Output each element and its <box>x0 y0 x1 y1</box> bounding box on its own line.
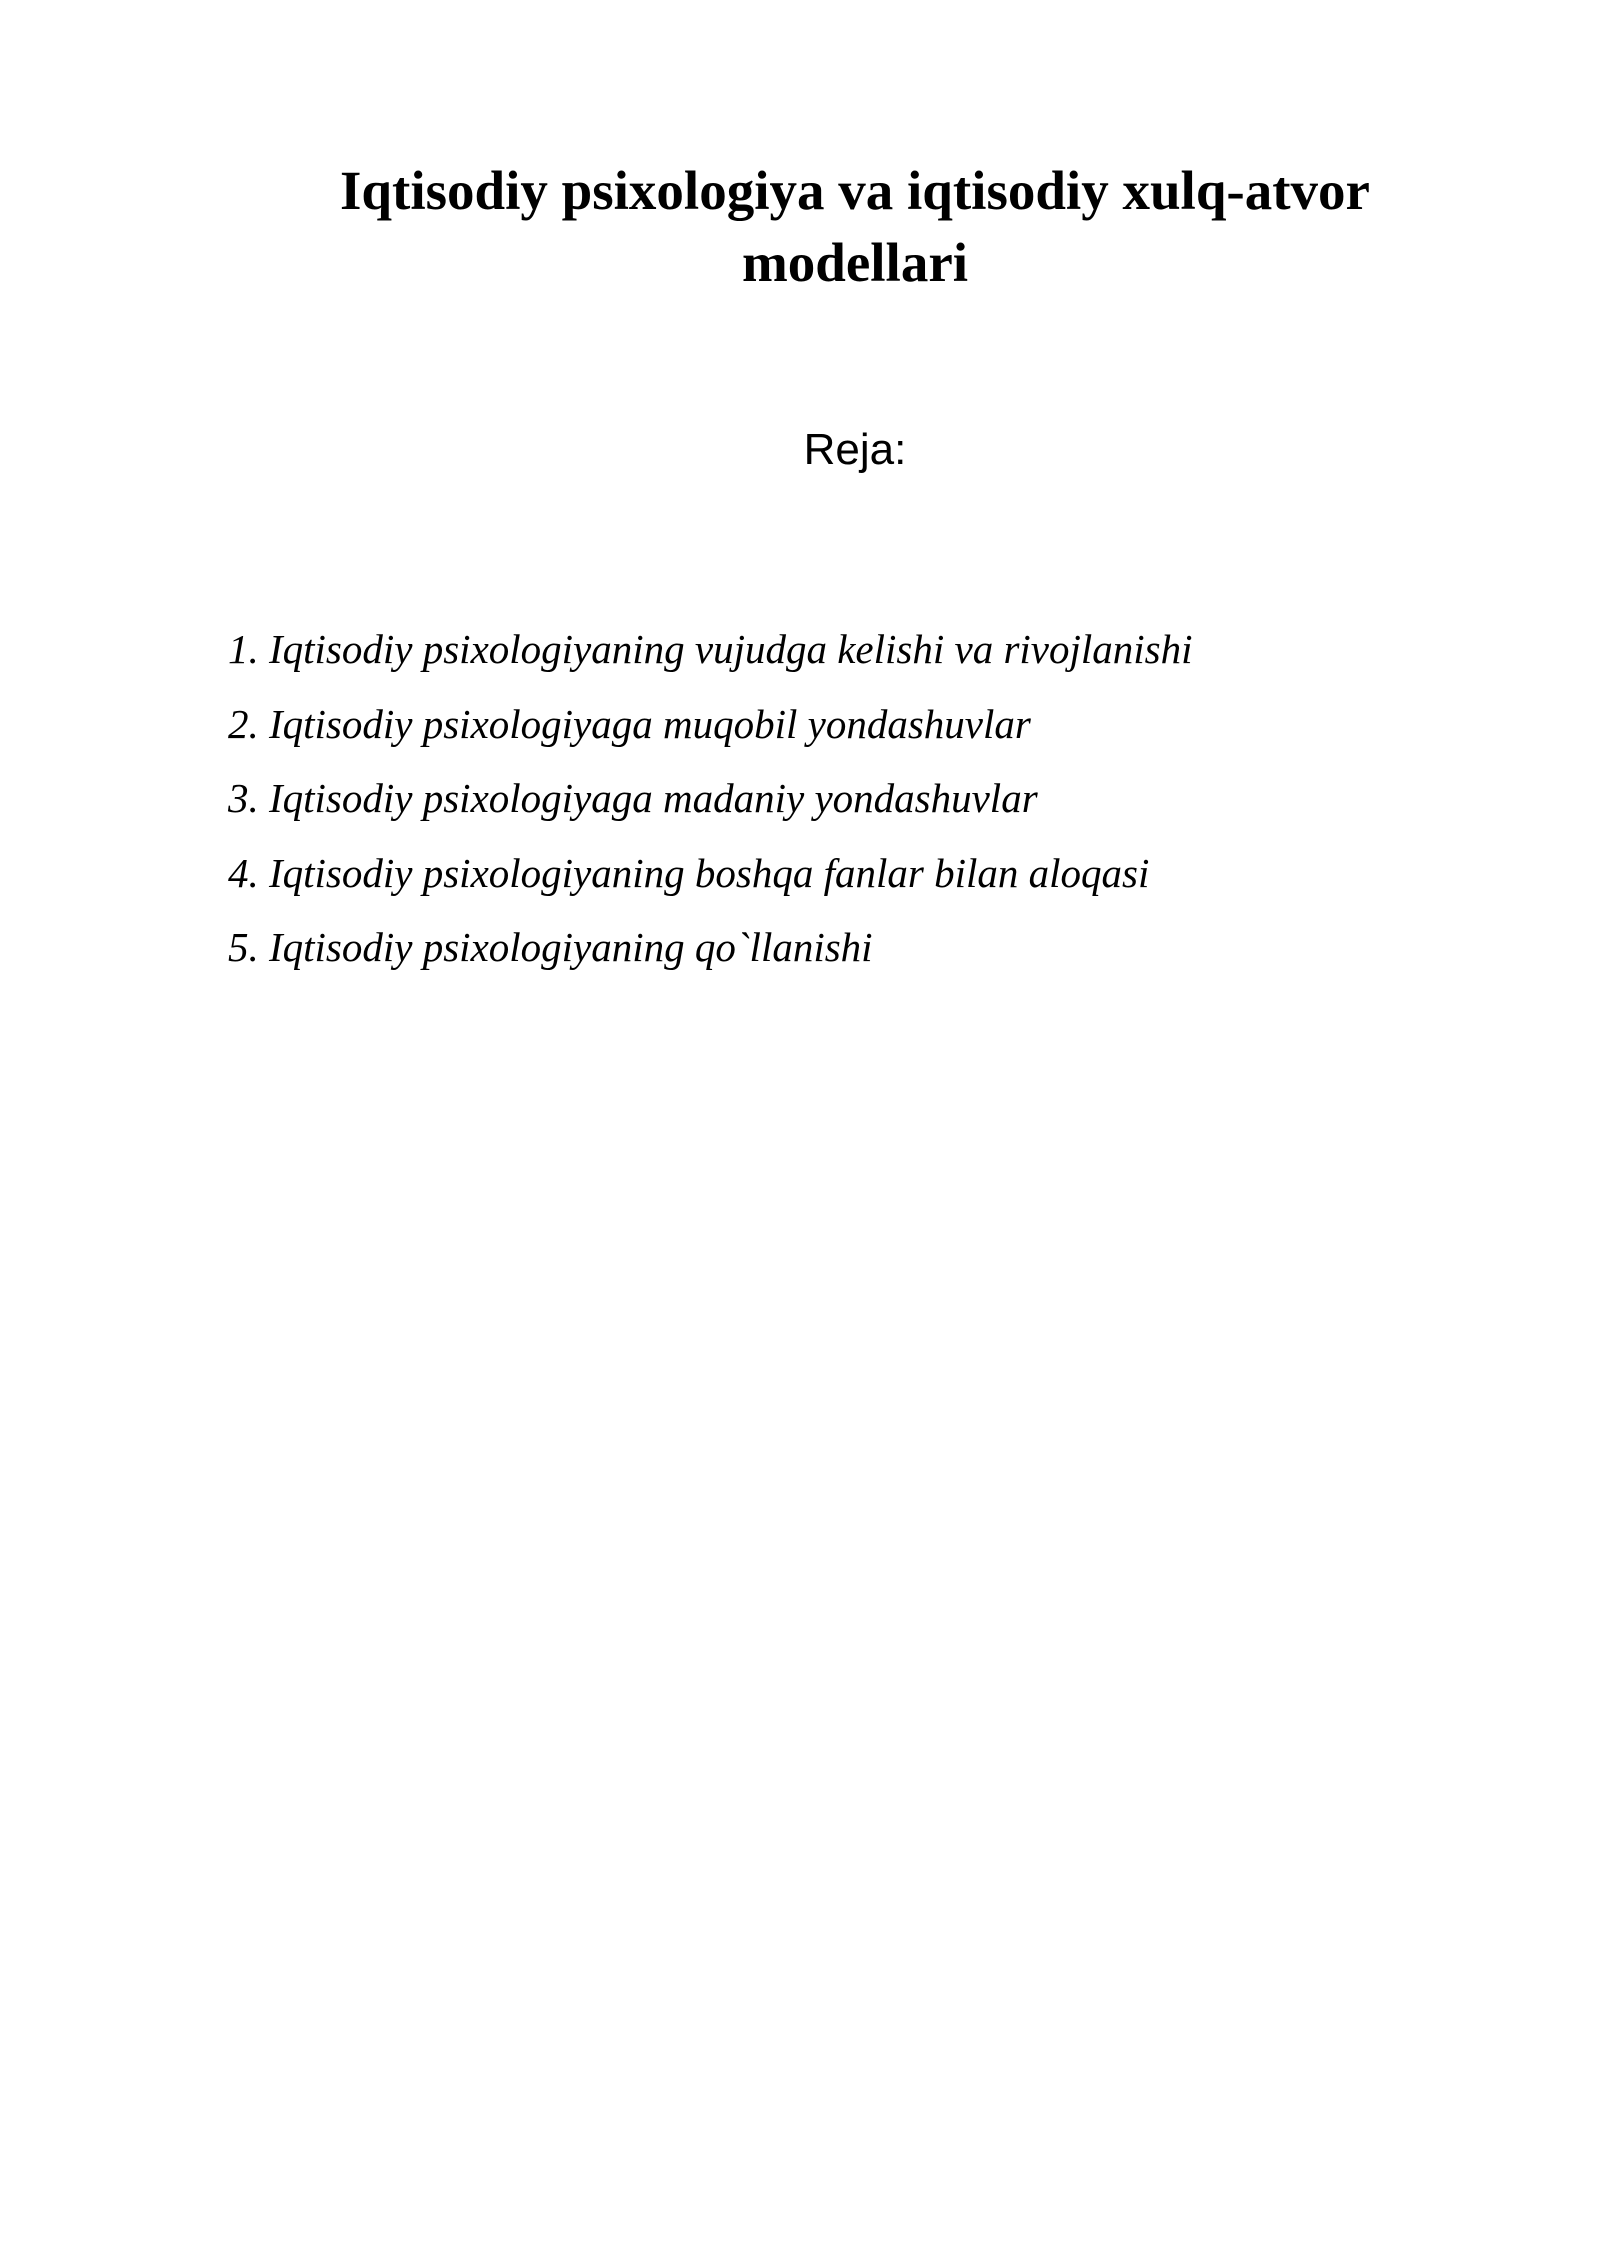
plan-item: 5. Iqtisodiy psixologiyaning qo`llanishi <box>228 924 873 970</box>
plan-item: 3. Iqtisodiy psixologiyaga madaniy yondashuvlar <box>228 775 1038 821</box>
plan-item: 4. Iqtisodiy psixologiyaning boshqa fanlar bilan aloqasi <box>228 849 1150 896</box>
plan-item: 1. Iqtisodiy psixologiyaning vujudga kelishi va rivojlanishi <box>228 626 1193 672</box>
document-title-line-2: modellari <box>741 232 969 293</box>
plan-item: 2. Iqtisodiy psixologiyaga muqobil yondashuvlar <box>228 700 1031 747</box>
plan-list <box>228 612 1193 985</box>
document-title <box>230 155 1480 299</box>
document-title-line-1: Iqtisodiy psixologiya va iqtisodiy xulq-atvor <box>340 160 1370 221</box>
plan-heading: Reja: <box>803 425 907 474</box>
